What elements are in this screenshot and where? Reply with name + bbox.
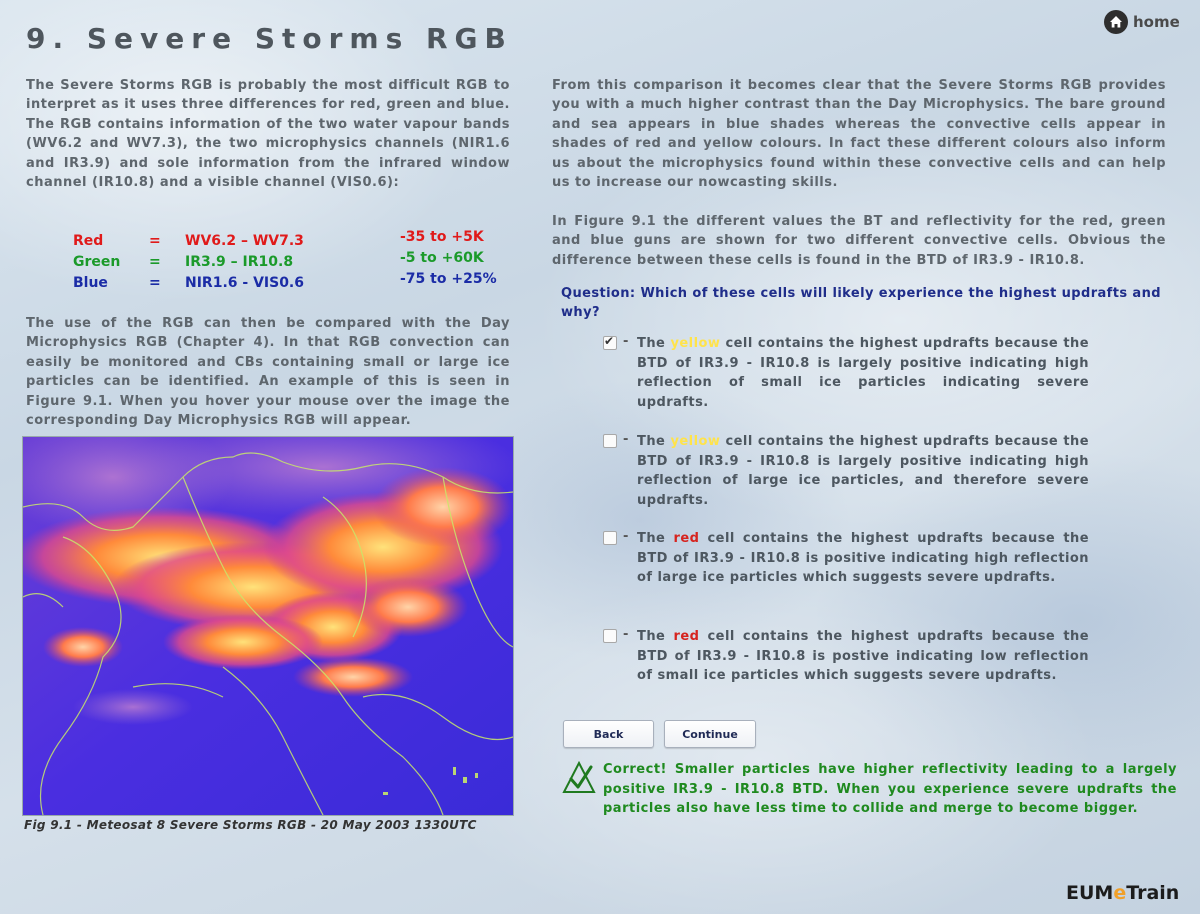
- answer-text: [637, 627, 1089, 686]
- feedback-message: Correct! Smaller particles have higher reflectivity leading to a largely positive IR3.9 - IR10.8 BTD. When you experience severe updrafts the particles also have less time to collide and merge to become bigger.: [603, 762, 1177, 817]
- answer-checkbox[interactable]: [603, 336, 617, 350]
- rgb-equals: =: [149, 254, 161, 270]
- figure-description-paragraph: In Figure 9.1 the different values the BT and reflectivity for the red, green and blue guns are shown for two different convective cells. Obvious the difference between these cells is found in the BTD of IR3.9 - IR10.8.: [552, 214, 1166, 268]
- answer-body: cell contains the highest updrafts because the BTD of IR3.9 - IR10.8 is postive indicating low reflection of small ice particles which suggests severe updrafts.: [637, 629, 1089, 684]
- answer-checkbox[interactable]: [603, 531, 617, 545]
- home-link[interactable]: [1104, 10, 1180, 34]
- answer-prefix: The: [637, 336, 666, 351]
- answer-body: cell contains the highest updrafts because the BTD of IR3.9 - IR10.8 is positive indicating high reflection of large ice particles which suggests severe updrafts.: [637, 531, 1089, 586]
- answer-text: [637, 334, 1089, 412]
- answer-prefix: The: [637, 434, 666, 449]
- answer-text: [637, 432, 1089, 510]
- option-dash: -: [623, 432, 629, 447]
- rgb-color-name: Blue: [73, 275, 108, 291]
- rgb-equals: =: [149, 275, 161, 291]
- intro-paragraph: The Severe Storms RGB is probably the most difficult RGB to interpret as it uses three differences for red, green and blue. The RGB contains information of the two water vapour bands (WV6.2 and WV7.3), the two microphysics channels (NIR1.6 and IR3.9) and sole information from the infrared window channel (IR10.8) and a visible channel (VIS0.6):: [26, 78, 510, 191]
- figure-caption: Fig 9.1 - Meteosat 8 Severe Storms RGB - 20 May 2003 1330UTC: [24, 818, 477, 832]
- logo-text-e: e: [1113, 882, 1127, 904]
- answer-text: [637, 529, 1089, 588]
- satellite-image[interactable]: [22, 436, 514, 816]
- rgb-color-name: Green: [73, 254, 121, 270]
- rgb-formula: WV6.2 – WV7.3: [185, 233, 304, 249]
- answer-body: cell contains the highest updrafts because the BTD of IR3.9 - IR10.8 is largely positive indicating high reflection of small ice particles indicating severe updrafts.: [637, 336, 1089, 410]
- logo-text-train: Train: [1126, 882, 1180, 904]
- rgb-range: -35 to +5K: [400, 229, 484, 245]
- answer-body: cell contains the highest updrafts because the BTD of IR3.9 - IR10.8 is largely positive indicating high reflection of large ice particles, and therefore severe updrafts.: [637, 434, 1089, 508]
- continue-button[interactable]: Continue: [664, 720, 756, 748]
- home-label: home: [1133, 13, 1180, 31]
- usage-paragraph: The use of the RGB can then be compared with the Day Microphysics RGB (Chapter 4). In that RGB convection can easily be monitored and CBs containing small or large ice particles can be identified. An example of this is seen in Figure 9.1. When you hover your mouse over the image the corresponding Day Microphysics RGB will appear.: [26, 316, 510, 429]
- answer-keyword: red: [673, 629, 700, 644]
- rgb-formula: NIR1.6 - VIS0.6: [185, 275, 304, 291]
- rgb-formula: IR3.9 – IR10.8: [185, 254, 294, 270]
- satellite-image-graphic: [23, 437, 513, 815]
- answer-checkbox[interactable]: [603, 434, 617, 448]
- home-icon: [1104, 10, 1128, 34]
- answer-prefix: The: [637, 629, 666, 644]
- page-title: 9. Severe Storms RGB: [26, 22, 513, 55]
- answer-prefix: The: [637, 531, 666, 546]
- answer-keyword: red: [673, 531, 700, 546]
- back-button[interactable]: Back: [563, 720, 654, 748]
- logo-text-eum: EUM: [1066, 882, 1114, 904]
- option-dash: -: [623, 334, 629, 349]
- option-dash: -: [623, 627, 629, 642]
- rgb-equals: =: [149, 233, 161, 249]
- option-dash: -: [623, 529, 629, 544]
- rgb-range: -5 to +60K: [400, 250, 484, 266]
- quiz-question: Question: Which of these cells will likely experience the highest updrafts and why?: [561, 286, 1161, 320]
- comparison-paragraph: From this comparison it becomes clear that the Severe Storms RGB provides you with a much higher contrast than the Day Microphysics. The bare ground and sea appears in blue shades whereas the convective cells appear in shades of red and yellow colours. In fact these different colours also inform us about the microphysics found within these convective cells and can help us to increase our nowcasting skills.: [552, 78, 1166, 191]
- answer-checkbox[interactable]: [603, 629, 617, 643]
- correct-check-icon: [561, 760, 597, 796]
- answer-keyword: yellow: [670, 434, 721, 449]
- rgb-range: -75 to +25%: [400, 271, 497, 287]
- rgb-color-name: Red: [73, 233, 104, 249]
- eumetrain-logo: [1066, 882, 1179, 904]
- answer-keyword: yellow: [670, 336, 721, 351]
